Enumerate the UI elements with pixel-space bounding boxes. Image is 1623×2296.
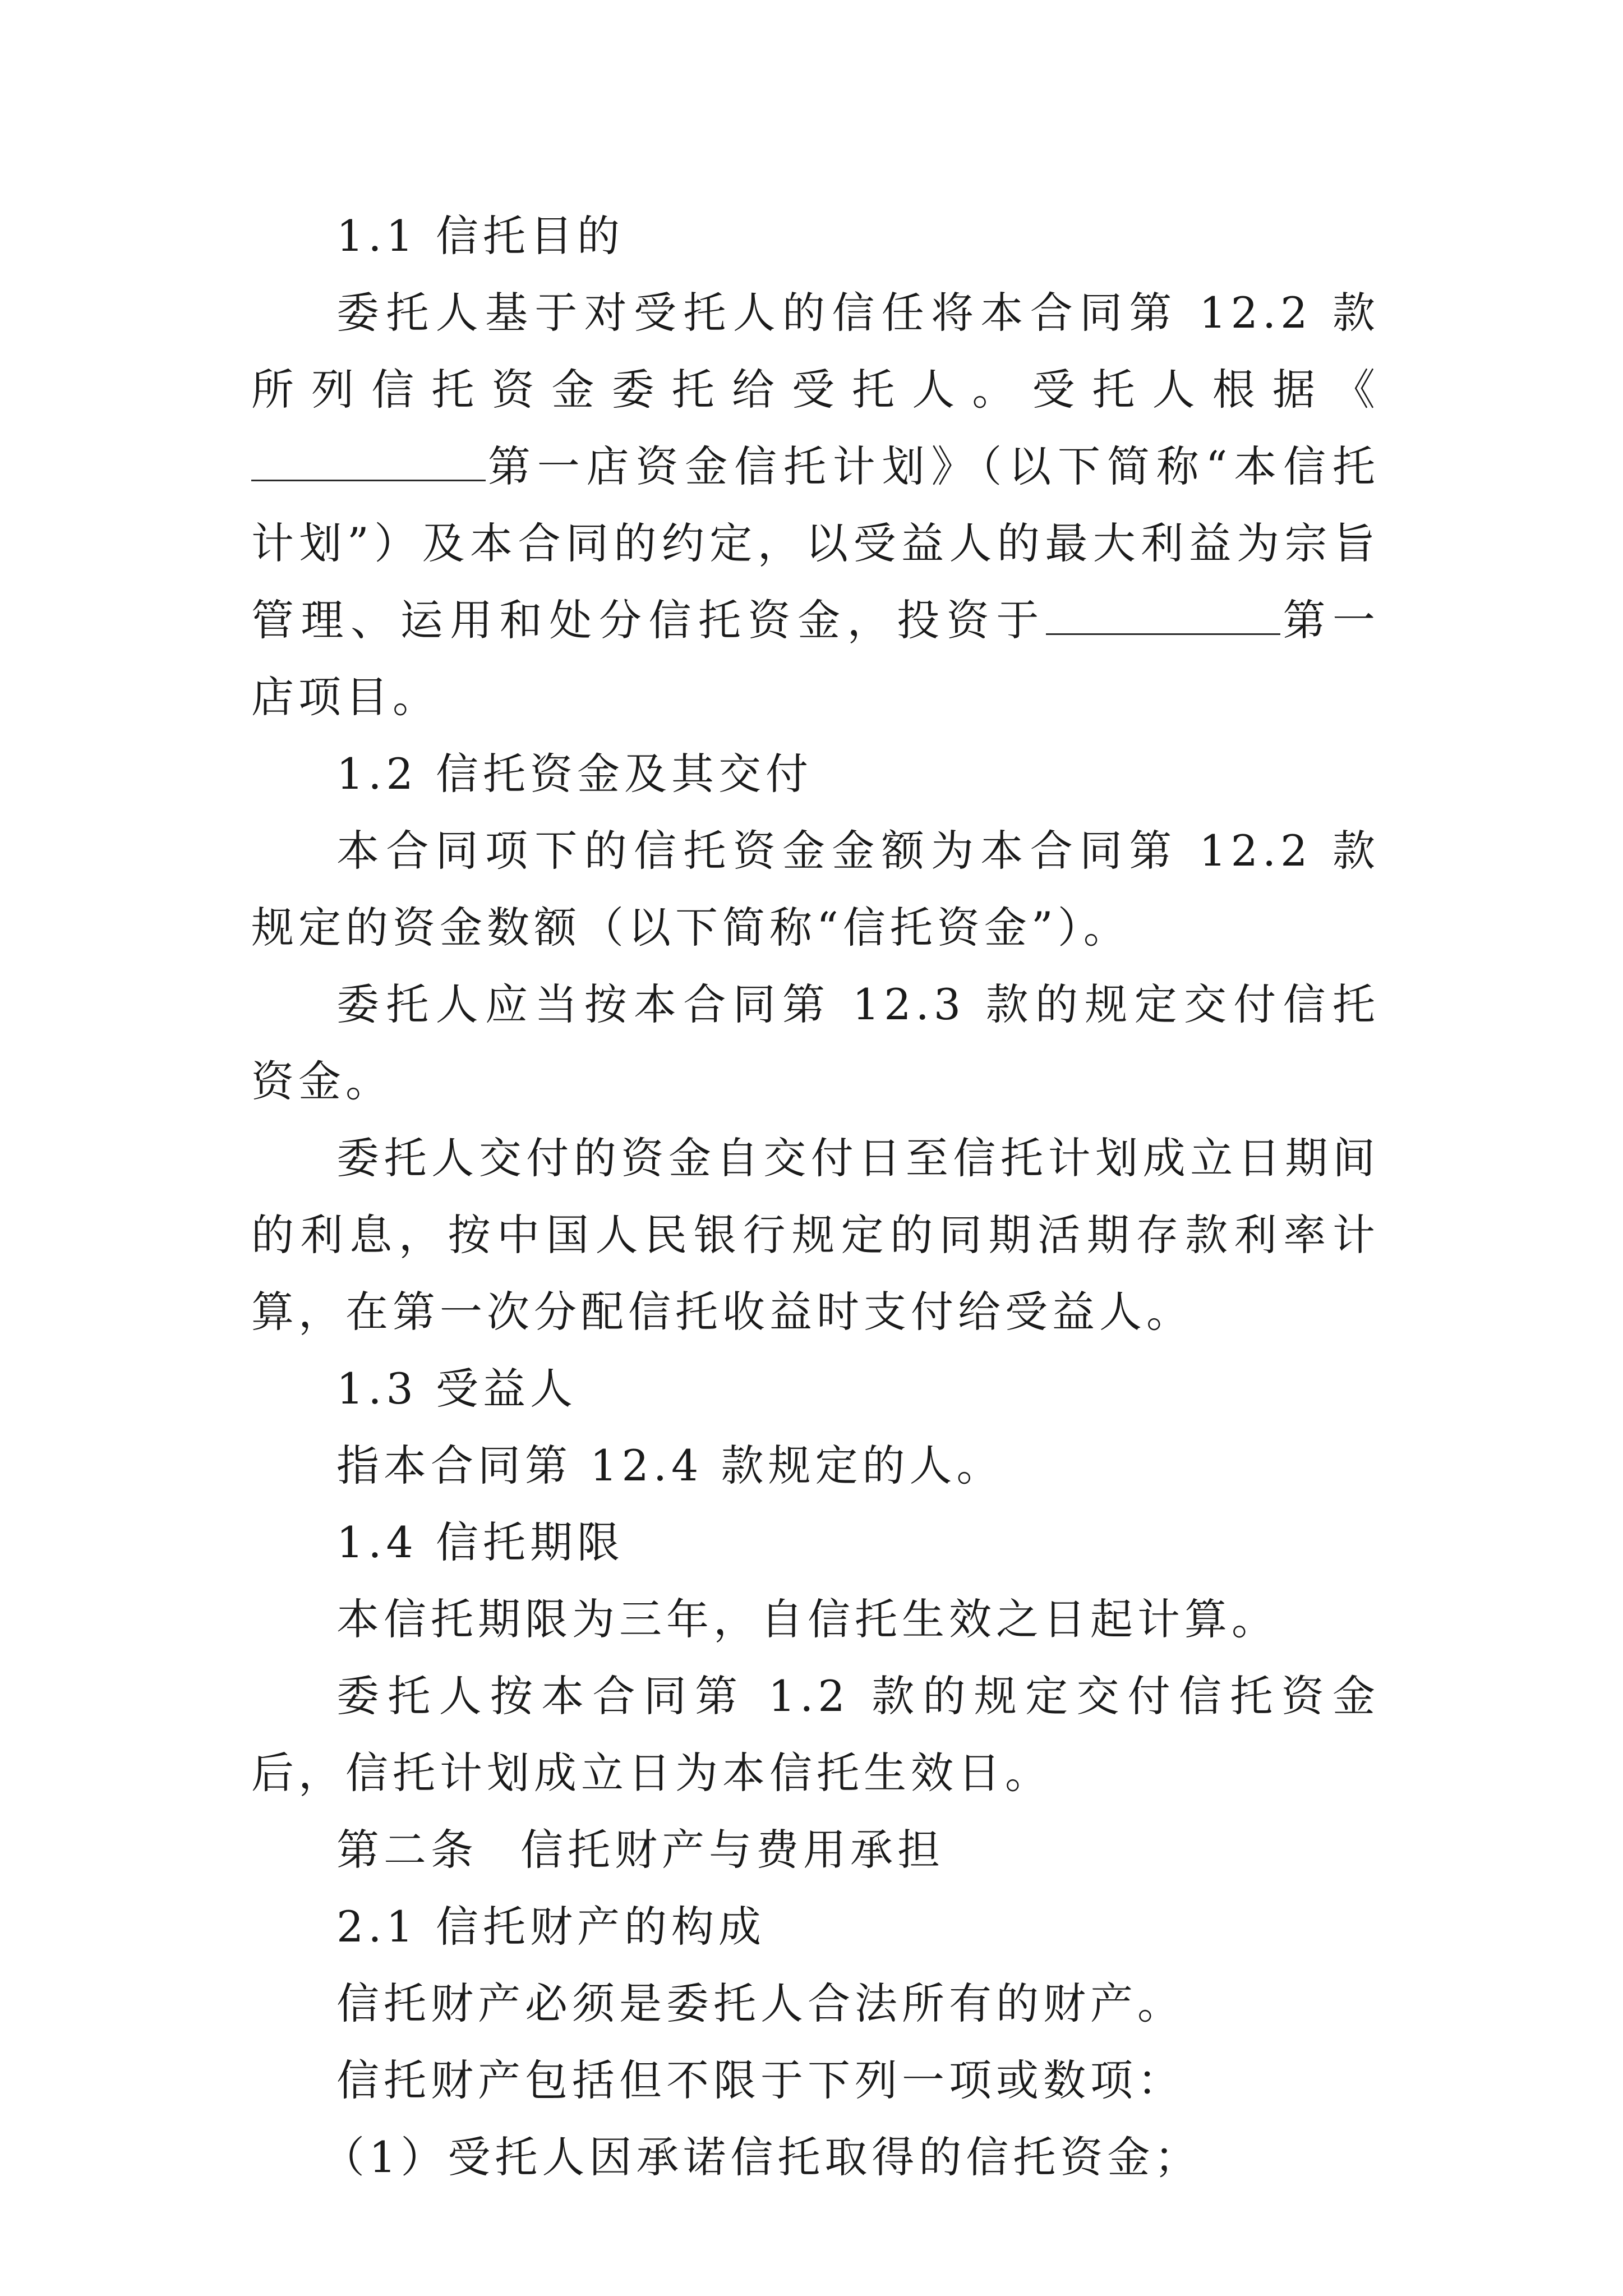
article-2-number: 第二条	[336, 1825, 478, 1875]
section-1-1-text-part2: 第一店资金信托计划》（以下简称“本信托计划”）及本合同的约定，以受益人的最大利益为宗旨管理、运用和处分信托资金，投资于	[251, 441, 1380, 645]
article-2-heading	[251, 1811, 1380, 1888]
section-1-2-paragraph-3: 委托人交付的资金自交付日至信托计划成立日期间的利息，按中国人民银行规定的同期活期存款利率计算，在第一次分配信托收益时支付给受益人。	[251, 1133, 1380, 1337]
article-2-title: 信托财产与费用承担	[520, 1825, 944, 1875]
section-1-4-paragraph-1: 本信托期限为三年，自信托生效之日起计算。	[336, 1594, 1279, 1644]
blank-fill-line-plan-name	[251, 446, 486, 481]
section-1-3-heading: 1.3 受益人	[336, 1364, 578, 1414]
section-1-2-heading: 1.2 信托资金及其交付	[336, 749, 813, 799]
section-2-1-paragraph-1: 信托财产必须是委托人合法所有的财产。	[336, 1978, 1184, 2028]
section-1-1-heading: 1.1 信托目的	[336, 211, 625, 261]
section-2-1-paragraph-2: 信托财产包括但不限于下列一项或数项：	[336, 2055, 1184, 2105]
section-1-1-text-part1: 委托人基于对受托人的信任将本合同第 12.2 款所列信托资金委托给受托人。受托人根据《	[251, 288, 1380, 415]
blank-fill-line-project-name	[1046, 600, 1280, 635]
section-2-1-heading: 2.1 信托财产的构成	[336, 1902, 766, 1952]
contract-body	[251, 197, 1380, 2196]
section-2-1-list-item-1: （1）受托人因承诺信托取得的信托资金；	[322, 2132, 1202, 2182]
section-1-2-paragraph-1: 本合同项下的信托资金金额为本合同第 12.2 款规定的资金数额（以下简称“信托资金”）。	[251, 826, 1380, 953]
section-1-1-paragraph	[251, 274, 1380, 735]
section-1-1-text-part3: 第一店项目。	[251, 595, 1380, 722]
section-1-4-paragraph-2: 委托人按本合同第 1.2 款的规定交付信托资金后，信托计划成立日为本信托生效日。	[251, 1671, 1380, 1798]
section-1-3-paragraph-1: 指本合同第 12.4 款规定的人。	[336, 1441, 1004, 1490]
section-1-2-paragraph-2: 委托人应当按本合同第 12.3 款的规定交付信托资金。	[251, 979, 1380, 1106]
section-1-4-heading: 1.4 信托期限	[336, 1517, 625, 1567]
